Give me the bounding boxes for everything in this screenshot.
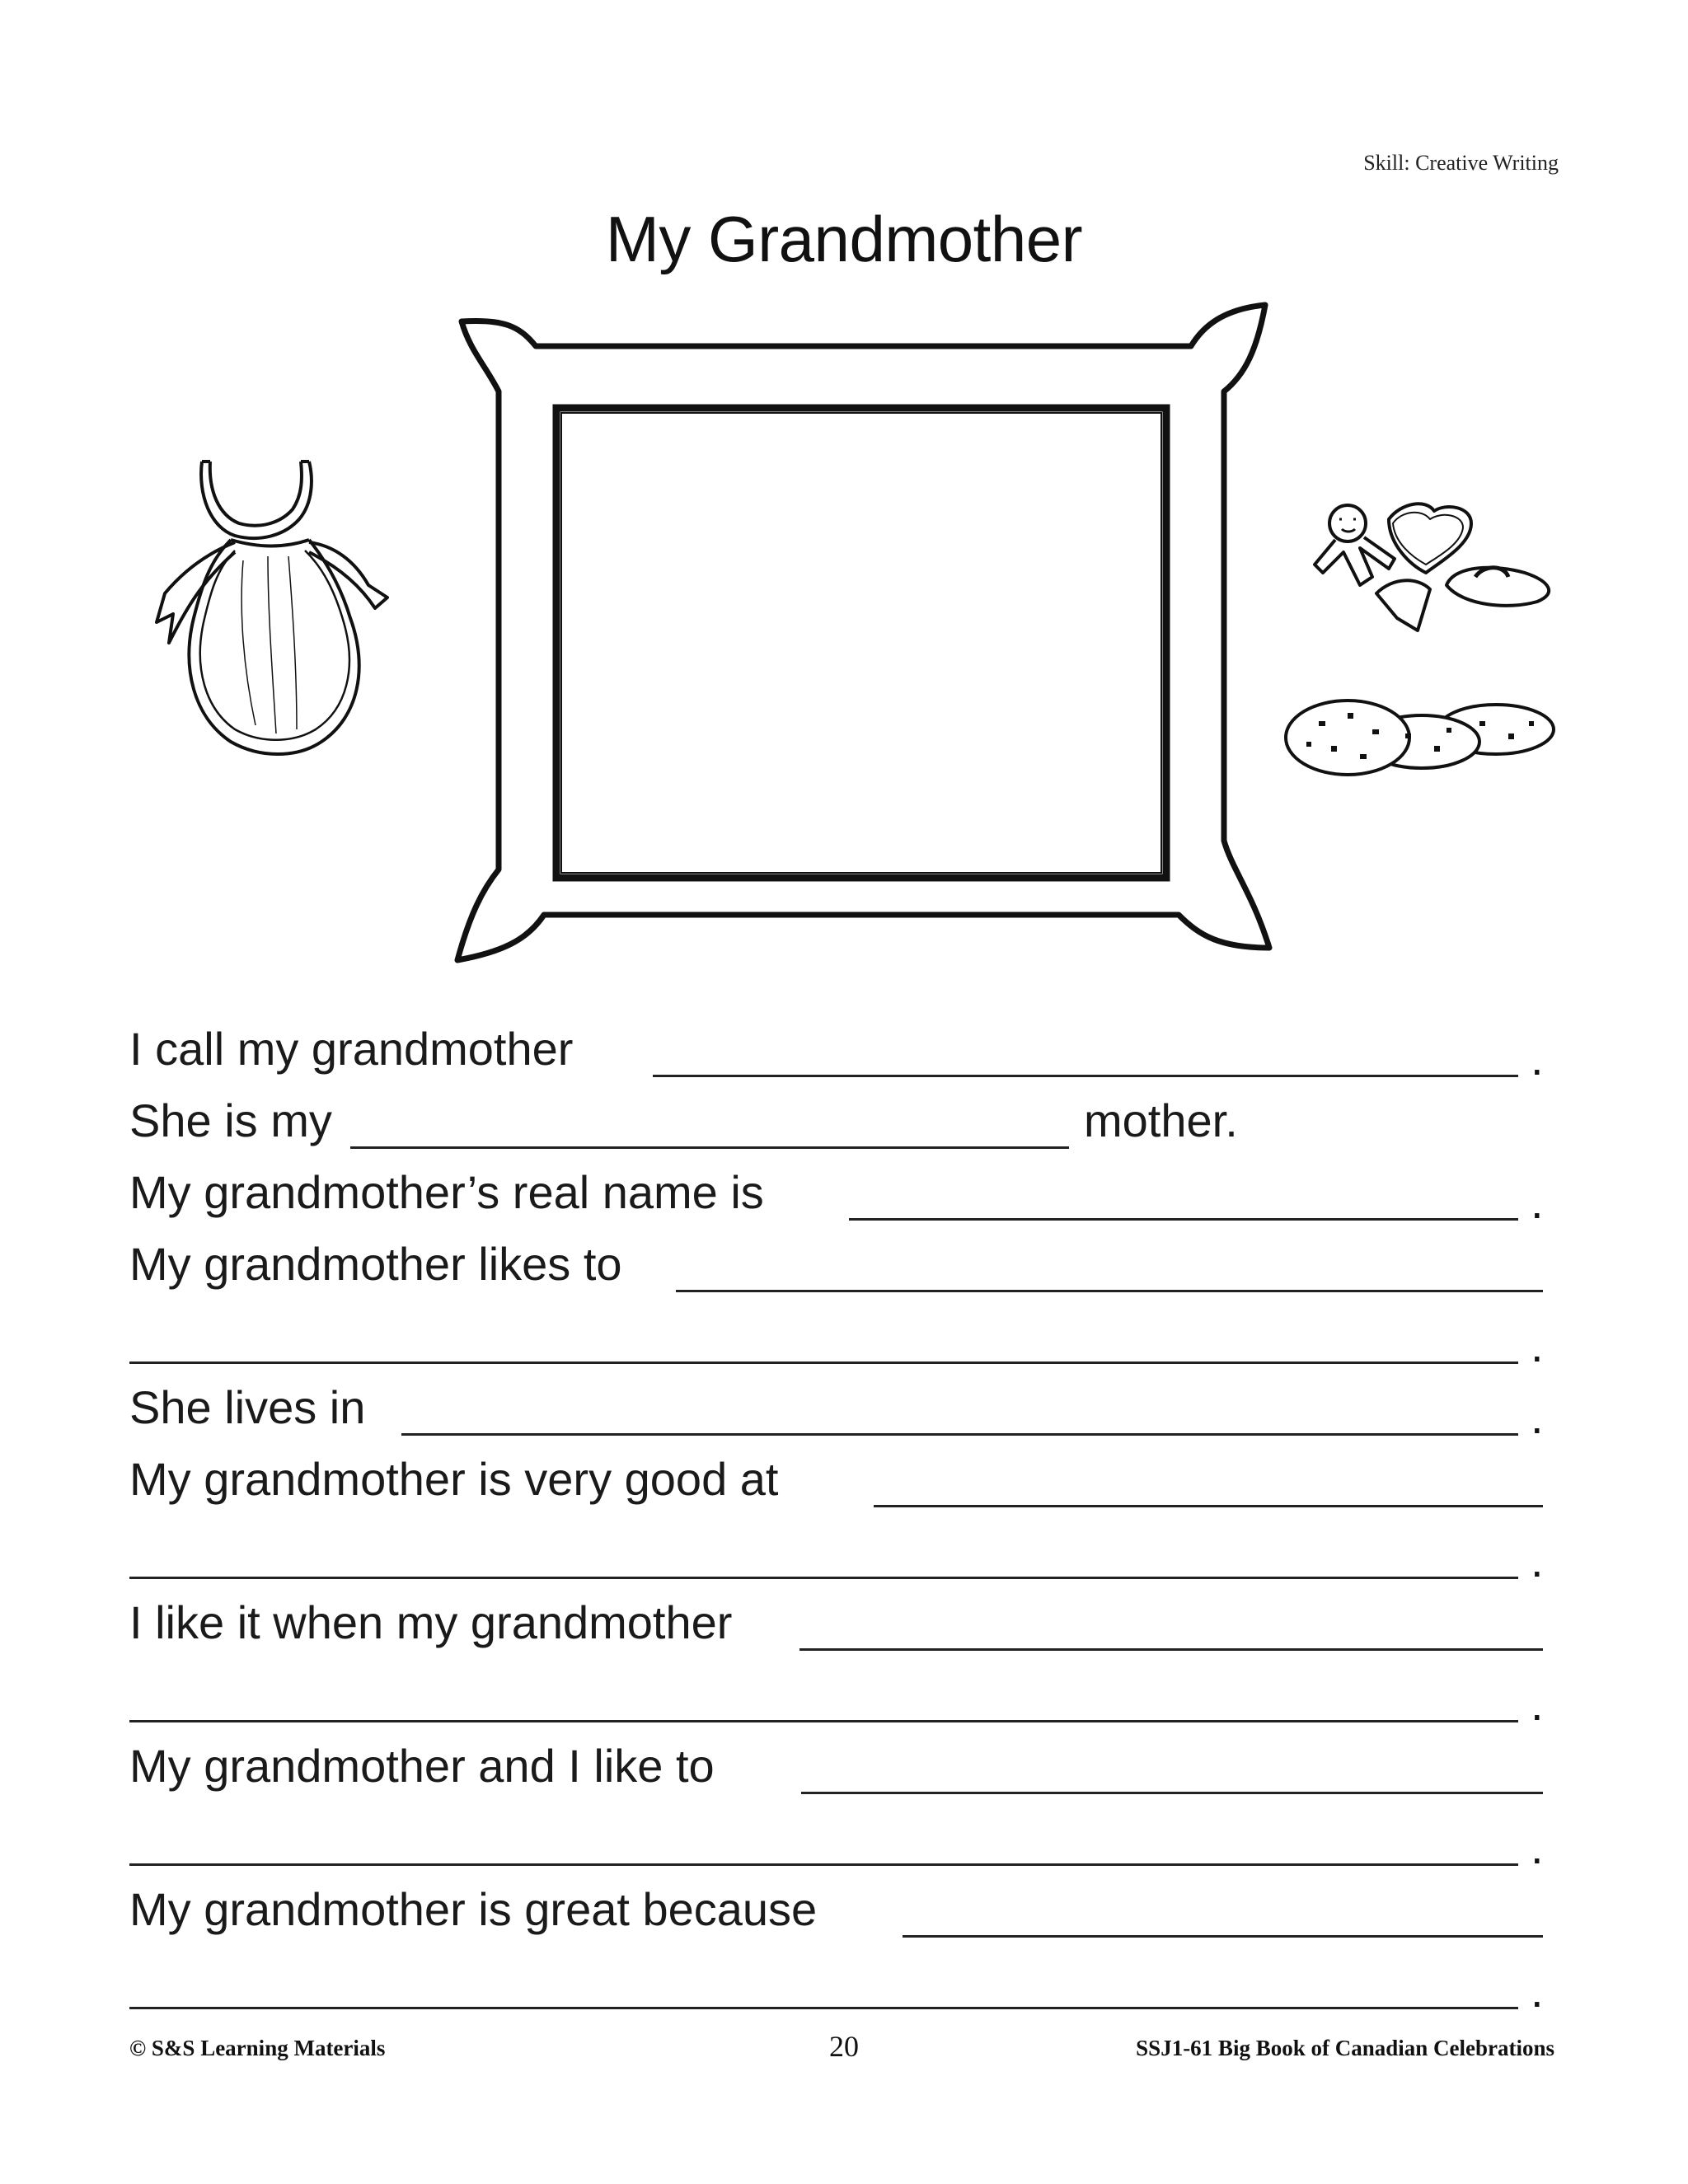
prompt-lives-in: She lives in [129, 1381, 366, 1433]
blank-good-at-2[interactable] [129, 1577, 1518, 1579]
blank-like-when-2[interactable] [129, 1720, 1518, 1722]
period: . [1531, 1535, 1544, 1586]
line-call [129, 1023, 1544, 1085]
blank-great-because-2[interactable] [129, 2007, 1518, 2009]
footer-copyright: © S&S Learning Materials [129, 2036, 386, 2060]
prompt-real-name: My grandmother’s real name is [129, 1166, 764, 1218]
blank-and-i-2[interactable] [129, 1863, 1518, 1866]
prompt-call: I call my grandmother [129, 1023, 574, 1075]
picture-frame [453, 301, 1278, 977]
cookies-icon [1282, 688, 1562, 787]
prompt-like-when: I like it when my grandmother [129, 1596, 733, 1648]
skill-label: Skill: Creative Writing [1363, 151, 1559, 175]
page-number: 20 [829, 2030, 859, 2063]
line-like-when [129, 1596, 1540, 1651]
line-lives-in [129, 1381, 1544, 1443]
period: . [1531, 1821, 1544, 1873]
prompt-mother: mother. [1084, 1094, 1238, 1146]
blank-she-is-my[interactable] [350, 1146, 1069, 1149]
blank-likes-to[interactable] [676, 1290, 1543, 1292]
page-title: My Grandmother [605, 203, 1083, 275]
line-like-when-cont [129, 1673, 1544, 1730]
period: . [1531, 1391, 1544, 1443]
blank-call[interactable] [653, 1075, 1518, 1077]
blank-likes-to-2[interactable] [129, 1361, 1518, 1364]
blank-lives-in[interactable] [401, 1433, 1518, 1436]
blank-and-i[interactable] [801, 1792, 1543, 1794]
period: . [1531, 1678, 1544, 1730]
apron-icon [152, 445, 400, 775]
blank-good-at[interactable] [874, 1505, 1543, 1507]
line-great-because [129, 1883, 1540, 1938]
prompt-she-is-my: She is my [129, 1094, 332, 1146]
prompt-and-i: My grandmother and I like to [129, 1740, 715, 1792]
line-and-i-cont [129, 1816, 1544, 1873]
line-likes-to-cont [129, 1315, 1544, 1371]
line-likes-to [129, 1238, 1540, 1292]
line-good-at-cont [129, 1530, 1544, 1586]
prompt-great-because: My grandmother is great because [129, 1883, 818, 1935]
blank-like-when[interactable] [799, 1648, 1543, 1651]
prompt-good-at: My grandmother is very good at [129, 1453, 779, 1505]
blank-real-name[interactable] [849, 1218, 1518, 1221]
period: . [1531, 1033, 1544, 1085]
period: . [1531, 1319, 1544, 1371]
line-good-at [129, 1453, 1540, 1507]
cookie-cutters-icon [1311, 486, 1558, 651]
line-and-i [129, 1740, 1540, 1794]
period: . [1531, 1965, 1544, 2017]
line-real-name [129, 1166, 1544, 1228]
line-great-because-cont [129, 1960, 1544, 2017]
line-she-is-my [129, 1094, 1540, 1149]
blank-great-because[interactable] [903, 1935, 1543, 1938]
prompt-likes-to: My grandmother likes to [129, 1238, 622, 1290]
footer-book-title: SSJ1-61 Big Book of Canadian Celebrations [1136, 2036, 1554, 2060]
period: . [1531, 1176, 1544, 1228]
